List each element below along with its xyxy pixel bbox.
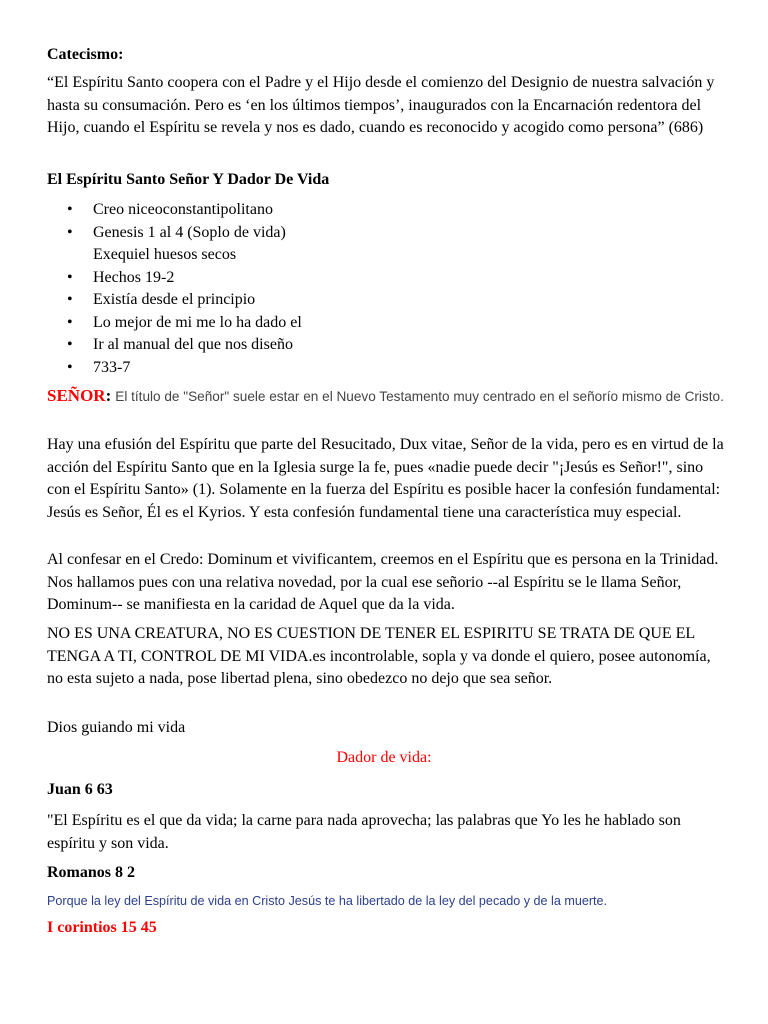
bullet-icon: • <box>67 223 73 241</box>
bullet-list <box>47 199 707 379</box>
senor-paragraph: SEÑOR: El título de "Señor" suele estar en el Nuevo Testamento muy centrado en el señorío mismo de Cristo. <box>47 386 724 405</box>
paragraph-efusion: Hay una efusión del Espíritu que parte del Resucitado, Dux vitae, Señor de la vida, pero es en virtud de la acción del Espíritu Santo que en la Iglesia surge la fe, pues «nadie puede decir "¡Jesús es Señor!", sino con el Espíritu Santo» (1). Solamente en la fuerza del Espíritu es posible hacer la confesión fundamental: Jesús es Señor, Él es el Kyrios. Y esta confesión fundamental tiene una característica muy especial. <box>47 436 724 521</box>
paragraph-creatura: NO ES UNA CREATURA, NO ES CUESTION DE TENER EL ESPIRITU SE TRATA DE QUE EL TENGA A TI, CONTROL DE MI VIDA.es incontrolable, sopla y va donde el quiero, posee autonomía, no esta sujeto a nada, pose libertad plena, sino obedezco no dejo que sea señor. <box>47 625 711 687</box>
list-item: • Existía desde el principio <box>47 289 707 312</box>
list-item: • Creo niceoconstantipolitano <box>47 199 707 222</box>
bullet-icon: • <box>67 268 73 286</box>
bullet-icon: • <box>67 313 73 331</box>
senor-label: SEÑOR <box>47 386 106 405</box>
heading-senor-dador: El Espíritu Santo Señor Y Dador De Vida <box>47 171 330 188</box>
quote-romanos: Porque la ley del Espíritu de vida en Cristo Jesús te ha libertado de la ley del pecado y de la muerte. <box>47 894 608 908</box>
bullet-icon: • <box>67 291 73 308</box>
bullet-icon: • <box>67 336 73 353</box>
ref-juan: Juan 6 63 <box>47 781 113 798</box>
list-item: • 733-7 <box>47 357 707 380</box>
quote-catecismo: “El Espíritu Santo coopera con el Padre y el Hijo desde el comienzo del Designio de nuestra salvación y hasta su consumación. Pero es ‘en los últimos tiempos’, inaugurados con la Encarnación redentora del Hijo, cuando el Espíritu se revela y nos es dado, cuando es reconocido y acogido como persona” (686) <box>47 74 715 136</box>
heading-catecismo: Catecismo: <box>47 46 124 63</box>
bullet-icon: • <box>67 201 73 218</box>
list-item: • Genesis 1 al 4 (Soplo de vida) Exequiel huesos secos <box>67 223 286 263</box>
paragraph-dios: Dios guiando mi vida <box>47 719 186 736</box>
paragraph-credo: Al confesar en el Credo: Dominum et vivificantem, creemos en el Espíritu que es persona en la Trinidad. Nos hallamos pues con una relativa novedad, por la cual ese señorio --al Espíritu se le llama Señor, Dominum-- se manifiesta en la caridad de Aquel que da la vida. <box>47 551 719 613</box>
bullet-icon: • <box>67 358 73 376</box>
quote-juan: "El Espíritu es el que da vida; la carne para nada aprovecha; las palabras que Yo les he hablado son espíritu y son vida. <box>47 812 681 852</box>
list-item: • Ir al manual del que nos diseño <box>47 334 707 357</box>
senor-text: El título de "Señor" suele estar en el Nuevo Testamento muy centrado en el señorío mismo de Cristo. <box>115 389 724 404</box>
ref-corintios: I corintios 15 45 <box>47 919 157 936</box>
heading-dador-de-vida: Dador de vida: <box>336 749 432 766</box>
list-item: • Lo mejor de mi me lo ha dado el <box>47 312 707 335</box>
list-item: • Hechos 19-2 <box>47 267 707 290</box>
ref-romanos: Romanos 8 2 <box>47 864 136 881</box>
